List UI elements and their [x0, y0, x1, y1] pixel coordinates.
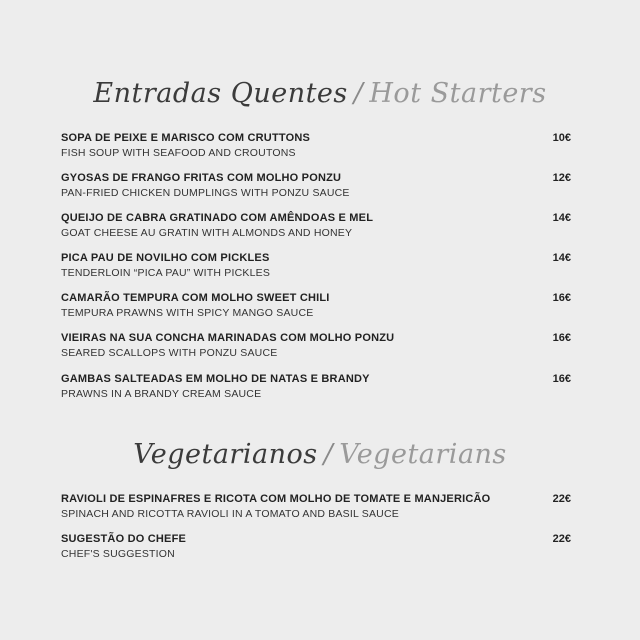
dish-price: 16€: [552, 373, 571, 385]
menu-item: [61, 172, 571, 202]
dish-price: 14€: [552, 252, 571, 264]
section-title-pt: Vegetarianos: [133, 439, 318, 470]
dish-price: 22€: [552, 533, 571, 545]
dish-name-pt: RAVIOLI DE ESPINAFRES E RICOTA COM MOLHO DE TOMATE E MANJERICÃO: [61, 493, 491, 505]
dish-name-pt: PICA PAU DE NOVILHO COM PICKLES: [61, 252, 270, 264]
dish-price: 12€: [552, 172, 571, 184]
dish-name-en: PAN-FRIED CHICKEN DUMPLINGS WITH PONZU SAUCE: [61, 187, 350, 199]
section-title-separator: /: [353, 78, 364, 109]
dish-name-pt: CAMARÃO TEMPURA COM MOLHO SWEET CHILI: [61, 292, 330, 304]
dish-name-en: GOAT CHEESE AU GRATIN WITH ALMONDS AND HONEY: [61, 227, 353, 239]
dish-name-en: SEARED SCALLOPS WITH PONZU SAUCE: [61, 347, 278, 359]
dish-name-pt: VIEIRAS NA SUA CONCHA MARINADAS COM MOLHO PONZU: [61, 332, 395, 344]
menu-item: [61, 212, 571, 242]
menu-item: [61, 373, 571, 403]
dish-price: 10€: [552, 132, 571, 144]
menu-item: [61, 292, 571, 322]
menu-item: [61, 533, 571, 563]
section-title-en: Vegetarians: [339, 439, 507, 470]
dish-name-pt: GAMBAS SALTEADAS EM MOLHO DE NATAS E BRANDY: [61, 373, 370, 385]
dish-price: 22€: [552, 493, 571, 505]
dish-name-en: TENDERLOIN “PICA PAU” WITH PICKLES: [61, 267, 271, 279]
dish-name-en: PRAWNS IN A BRANDY CREAM SAUCE: [61, 388, 262, 400]
dish-name-en: TEMPURA PRAWNS WITH SPICY MANGO SAUCE: [61, 307, 314, 319]
dish-price: 16€: [552, 332, 571, 344]
section-title-hot-starters: [0, 80, 640, 107]
dish-price: 14€: [552, 212, 571, 224]
dish-name-pt: SOPA DE PEIXE E MARISCO COM CRUTTONS: [61, 132, 311, 144]
dish-name-en: CHEF'S SUGGESTION: [61, 548, 175, 560]
section-title-pt: Entradas Quentes: [93, 78, 348, 109]
dish-name-en: SPINACH AND RICOTTA RAVIOLI IN A TOMATO AND BASIL SAUCE: [61, 508, 399, 520]
section-title-vegetarians: [0, 441, 640, 468]
dish-name-pt: QUEIJO DE CABRA GRATINADO COM AMÊNDOAS E MEL: [61, 212, 374, 224]
menu-item: [61, 132, 571, 162]
dish-price: 16€: [552, 292, 571, 304]
section-title-separator: /: [323, 439, 334, 470]
dish-name-pt: GYOSAS DE FRANGO FRITAS COM MOLHO PONZU: [61, 172, 342, 184]
section-title-en: Hot Starters: [369, 78, 547, 109]
menu-item: [61, 252, 571, 282]
dish-name-en: FISH SOUP WITH SEAFOOD AND CROUTONS: [61, 147, 296, 159]
menu-item: [61, 332, 571, 362]
menu-item: [61, 493, 571, 523]
dish-name-pt: SUGESTÃO DO CHEFE: [61, 533, 187, 545]
